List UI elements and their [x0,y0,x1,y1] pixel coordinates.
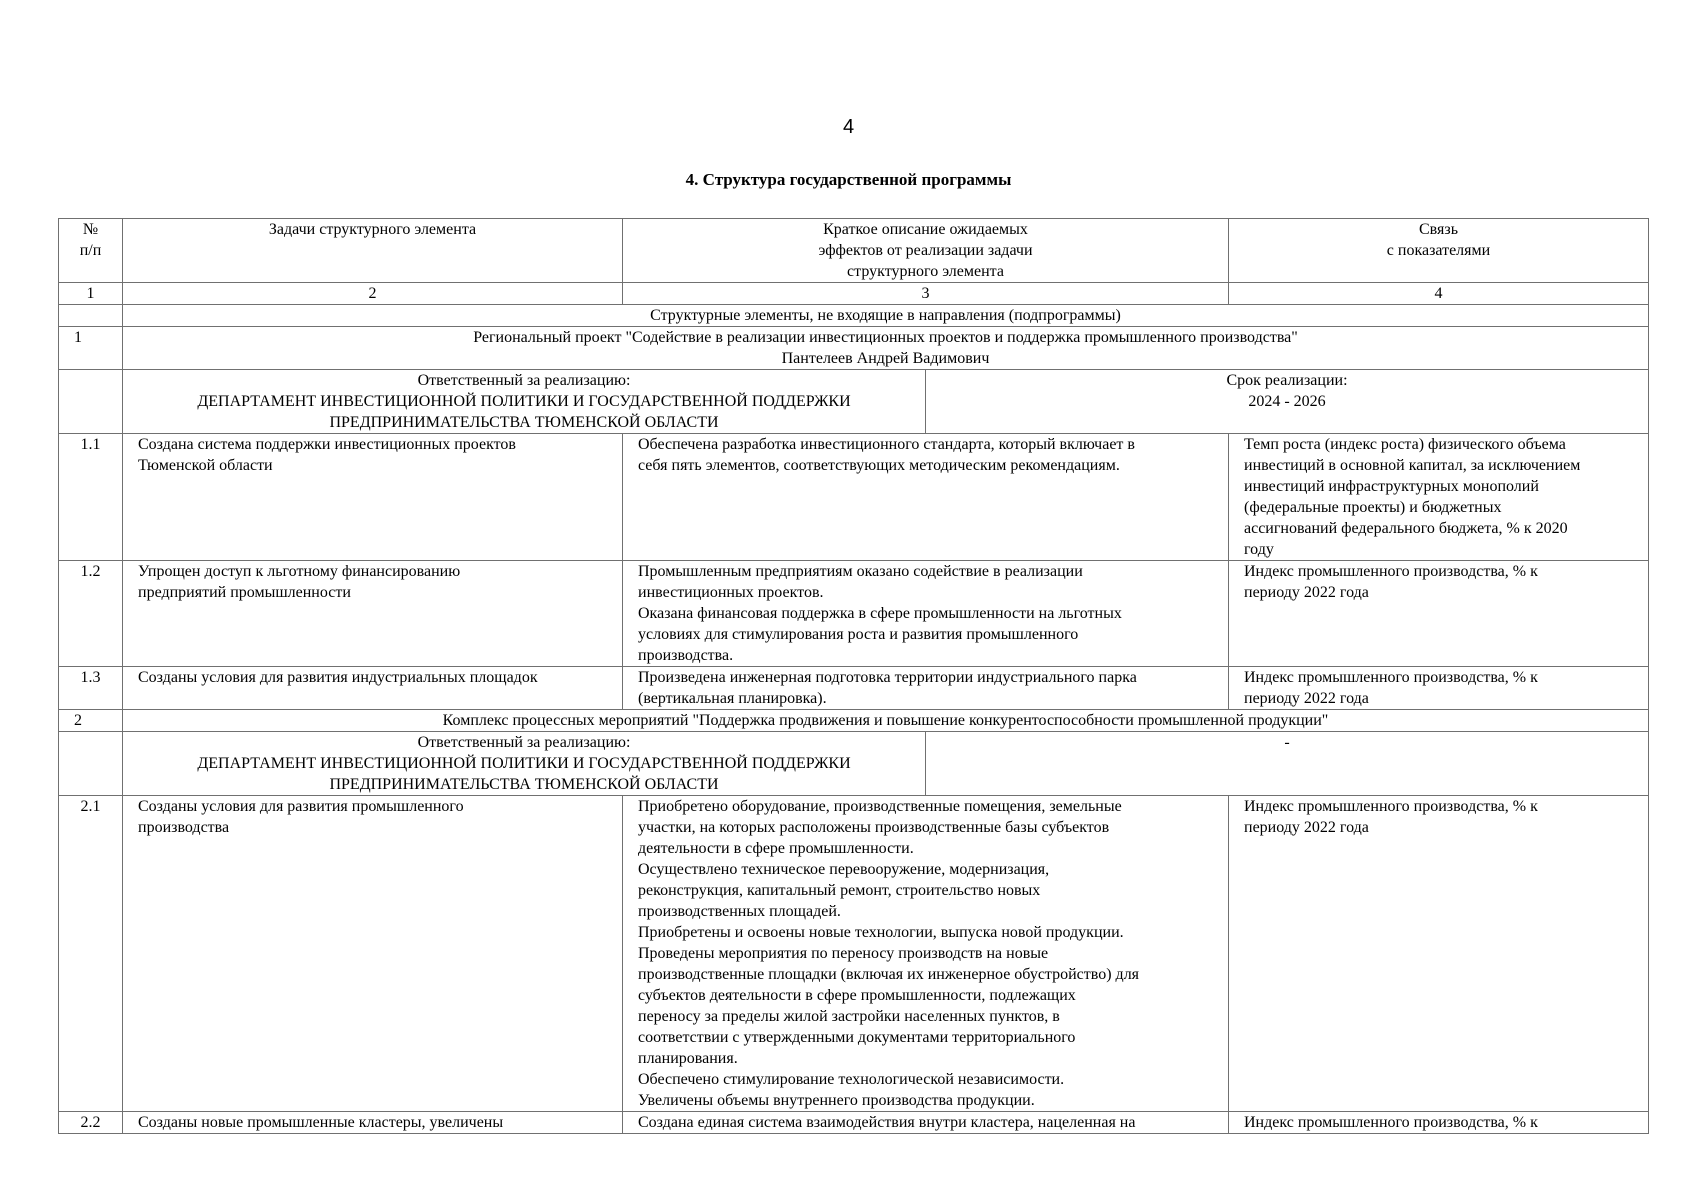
project-title: Региональный проект "Содействие в реализации инвестиционных проектов и поддержка промышленного производства" Пантелеев Андрей Вадимович [123,327,1649,370]
task-number: 1.1 [59,434,123,561]
complex-title: Комплекс процессных мероприятий "Поддержка продвижения и повышение конкурентоспособности промышленной продукции" [123,710,1649,732]
column-number: 1 [59,283,123,305]
task-effect: Промышленным предприятиям оказано содействие в реализации инвестиционных проектов. Оказана финансовая поддержка в сфере промышленности на льготных условиях для стимулирования роста и развития промышленного производства. [623,561,1229,667]
complex-responsible: Ответственный за реализацию: ДЕПАРТАМЕНТ ИНВЕСТИЦИОННОЙ ПОЛИТИКИ И ГОСУДАРСТВЕННОЙ ПОДДЕРЖКИ ПРЕДПРИНИМАТЕЛЬСТВА ТЮМЕНСКОЙ ОБЛАСТИ [123,732,926,796]
task-description: Созданы условия для развития промышленного производства [123,796,623,1112]
task-effect: Обеспечена разработка инвестиционного стандарта, который включает в себя пять элементов, соответствующих методическим рекомендациям. [623,434,1229,561]
task-number: 1.3 [59,667,123,710]
task-number: 2.2 [59,1112,123,1134]
task-effect: Приобретено оборудование, производственные помещения, земельные участки, на которых расположены производственные базы субъектов деятельности в сфере промышленности. Осуществлено техническое перевооружение, модернизация, реконструкция, капитальный ремонт, строительство новых производственных площадей. Приобретены и освоены новые технологии, выпуска новой продукции. Проведены мероприятия по переносу производств на новые производственные площадки (включая их инженерное обустройство) для субъектов деятельности в сфере промышленности, подлежащих переносу за пределы жилой застройки населенных пунктов, в соответствии с утвержденными документами территориального планирования. Обеспечено стимулирование технологической независимости. Увеличены объемы внутреннего производства продукции. [623,796,1229,1112]
task-indicator: Индекс промышленного производства, % к периоду 2022 года [1229,667,1649,710]
task-indicator: Индекс промышленного производства, % к периоду 2022 года [1229,796,1649,1112]
task-description: Упрощен доступ к льготному финансированию предприятий промышленности [123,561,623,667]
column-number: 4 [1229,283,1649,305]
section-heading: Структурные элементы, не входящие в направления (подпрограммы) [123,305,1649,327]
complex-responsible-empty [59,732,123,796]
task-number: 1.2 [59,561,123,667]
page-title: 4. Структура государственной программы [685,170,1012,189]
table-row [59,667,1649,710]
project-term: Срок реализации: 2024 - 2026 [926,370,1649,434]
section-heading-row [59,305,1649,327]
header-tasks: Задачи структурного элемента [123,219,623,283]
complex-term: - [926,732,1649,796]
table-row [59,1112,1649,1134]
column-number-row [59,283,1649,305]
table-row [59,796,1649,1112]
header-effects: Краткое описание ожидаемых эффектов от реализации задачи структурного элемента [623,219,1229,283]
project-responsible: Ответственный за реализацию: ДЕПАРТАМЕНТ ИНВЕСТИЦИОННОЙ ПОЛИТИКИ И ГОСУДАРСТВЕННОЙ ПОДДЕРЖКИ ПРЕДПРИНИМАТЕЛЬСТВА ТЮМЕНСКОЙ ОБЛАСТИ [123,370,926,434]
task-description: Созданы условия для развития индустриальных площадок [123,667,623,710]
header-indicators: Связь с показателями [1229,219,1649,283]
task-number: 2.1 [59,796,123,1112]
project-title-row [59,327,1649,370]
project-number: 1 [59,327,123,370]
project-responsible-row [59,370,1649,434]
column-number: 2 [123,283,623,305]
complex-title-row [59,710,1649,732]
task-effect: Произведена инженерная подготовка территории индустриального парка (вертикальная планировка). [623,667,1229,710]
project-responsible-empty [59,370,123,434]
page-number: 4 [842,116,855,138]
complex-number: 2 [59,710,123,732]
structure-table [58,218,1649,1134]
task-description: Создана система поддержки инвестиционных проектов Тюменской области [123,434,623,561]
task-description: Созданы новые промышленные кластеры, увеличены [123,1112,623,1134]
column-number: 3 [623,283,1229,305]
task-effect: Создана единая система взаимодействия внутри кластера, нацеленная на [623,1112,1229,1134]
complex-responsible-row [59,732,1649,796]
table-row [59,434,1649,561]
table-header-row [59,219,1649,283]
task-indicator: Индекс промышленного производства, % к периоду 2022 года [1229,561,1649,667]
task-indicator: Индекс промышленного производства, % к [1229,1112,1649,1134]
header-number: № п/п [59,219,123,283]
task-indicator: Темп роста (индекс роста) физического объема инвестиций в основной капитал, за исключением инвестиций инфраструктурных монополий (федеральные проекты) и бюджетных ассигнований федерального бюджета, % к 2020 году [1229,434,1649,561]
table-row [59,561,1649,667]
section-heading-empty [59,305,123,327]
